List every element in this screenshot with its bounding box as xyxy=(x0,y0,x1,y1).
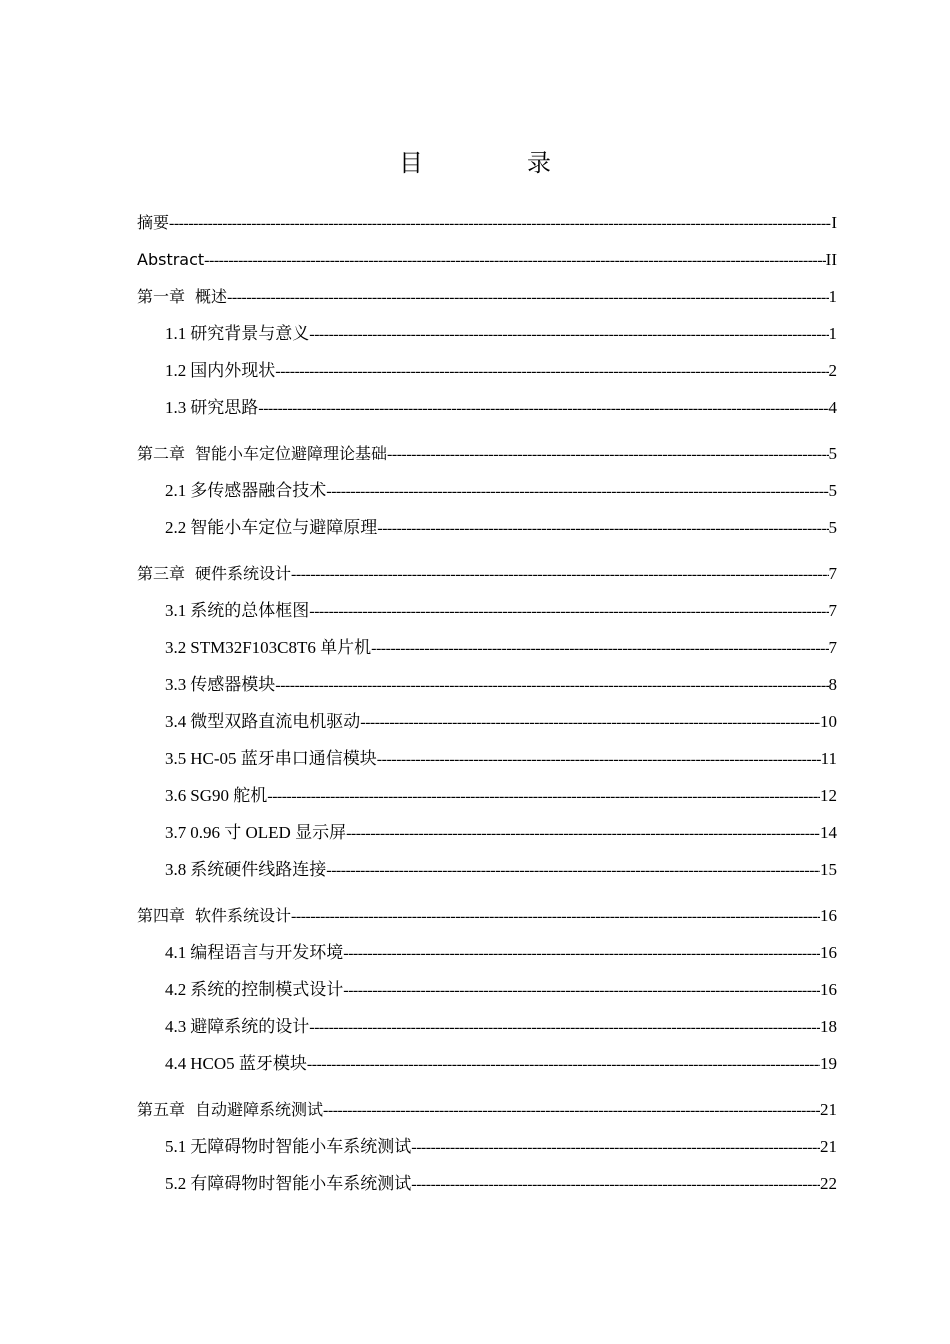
toc-page-number: 16 xyxy=(820,980,837,999)
toc-entry-text: 智能小车定位避障理论基础 xyxy=(195,444,388,463)
toc-entry-number: 4.1 xyxy=(165,943,187,962)
toc-dot-leader xyxy=(360,705,820,741)
toc-page-number: 1 xyxy=(828,324,837,343)
toc-page-number: 4 xyxy=(828,398,837,417)
toc-dot-leader xyxy=(169,206,831,242)
toc-section-entry[interactable] xyxy=(137,630,837,667)
toc-entry-number: 3.4 xyxy=(165,712,187,731)
toc-entry-text: Abstract xyxy=(137,250,205,269)
toc-entry-label xyxy=(165,704,360,740)
toc-dot-leader xyxy=(291,899,820,935)
toc-entry-number: 2.2 xyxy=(165,518,187,537)
toc-entry-text: 摘要 xyxy=(137,213,170,232)
toc-entry-text: 智能小车定位与避障原理 xyxy=(190,518,378,537)
toc-entry-text: 软件系统设计 xyxy=(195,906,292,925)
toc-entry-text: 研究思路 xyxy=(190,398,259,417)
toc-entry-number: 第二章 xyxy=(137,444,186,463)
toc-dot-leader xyxy=(377,742,821,778)
toc-entry-number: 3.7 xyxy=(165,823,187,842)
toc-section-entry[interactable] xyxy=(137,1009,837,1046)
toc-entry-number: 第五章 xyxy=(137,1100,186,1119)
toc-section-entry[interactable] xyxy=(137,510,837,547)
toc-dot-leader xyxy=(309,594,828,630)
toc-entry-text: 概述 xyxy=(195,287,228,306)
toc-entry-number: 4.3 xyxy=(165,1017,187,1036)
toc-entry-text: 无障碍物时智能小车系统测试 xyxy=(190,1137,412,1156)
toc-entry-label xyxy=(137,279,227,315)
toc-section-entry[interactable] xyxy=(137,353,837,390)
toc-dot-leader xyxy=(411,1130,820,1166)
toc-page-number: 14 xyxy=(820,823,837,842)
toc-entry-label xyxy=(165,473,326,509)
toc-page-number: 16 xyxy=(820,943,837,962)
toc-chapter-entry[interactable] xyxy=(137,1092,837,1129)
toc-entry-label xyxy=(137,205,169,241)
toc-section-entry[interactable] xyxy=(137,390,837,427)
toc-entry-text: 多传感器融合技术 xyxy=(190,481,327,500)
toc-page-number: 5 xyxy=(828,481,837,500)
toc-entry-text: 硬件系统设计 xyxy=(195,564,292,583)
toc-dot-leader xyxy=(275,354,828,390)
toc-section-entry[interactable] xyxy=(137,473,837,510)
toc-entry-label xyxy=(165,1129,411,1165)
toc-page-number: 8 xyxy=(828,675,837,694)
toc-section-entry[interactable] xyxy=(137,778,837,815)
toc-entry-label xyxy=(165,316,309,352)
toc-entry-text: 0.96 寸 OLED 显示屏 xyxy=(190,823,347,842)
toc-entry-number: 2.1 xyxy=(165,481,187,500)
toc-entry-text: 国内外现状 xyxy=(190,361,276,380)
toc-dot-leader xyxy=(309,1010,820,1046)
toc-entry-label xyxy=(165,353,275,389)
table-of-contents xyxy=(137,205,837,1203)
toc-entry-label xyxy=(165,593,309,629)
toc-entry-number: 4.2 xyxy=(165,980,187,999)
toc-entry-label xyxy=(165,390,258,426)
toc-entry-label xyxy=(137,898,291,934)
toc-entry-text: STM32F103C8T6 单片机 xyxy=(190,638,372,657)
toc-page-number: II xyxy=(825,250,837,269)
toc-section-entry[interactable] xyxy=(137,667,837,704)
toc-dot-leader xyxy=(326,474,828,510)
toc-chapter-entry[interactable] xyxy=(137,556,837,593)
toc-page-number: 7 xyxy=(828,638,837,657)
toc-page-number: 21 xyxy=(820,1100,837,1119)
toc-entry-number: 3.2 xyxy=(165,638,187,657)
page-title: 目 录 xyxy=(399,149,591,177)
toc-entry-label xyxy=(137,556,291,592)
toc-dot-leader xyxy=(204,243,826,279)
toc-dot-leader xyxy=(267,779,820,815)
toc-section-entry[interactable] xyxy=(137,1046,837,1083)
toc-entry-label xyxy=(165,630,371,666)
toc-section-entry[interactable] xyxy=(137,852,837,889)
toc-dot-leader xyxy=(343,973,820,1009)
toc-entry-number: 3.6 xyxy=(165,786,187,805)
toc-entry-label xyxy=(137,1092,323,1128)
toc-page-number: 5 xyxy=(828,444,837,463)
toc-dot-leader xyxy=(371,631,828,667)
toc-entry-text: 微型双路直流电机驱动 xyxy=(190,712,361,731)
toc-chapter-entry[interactable] xyxy=(137,205,837,242)
toc-page-number: 22 xyxy=(820,1174,837,1193)
toc-entry-number: 5.2 xyxy=(165,1174,187,1193)
toc-entry-number: 5.1 xyxy=(165,1137,187,1156)
toc-page-number: 7 xyxy=(828,601,837,620)
toc-dot-leader xyxy=(343,936,820,972)
toc-chapter-entry[interactable] xyxy=(137,436,837,473)
toc-dot-leader xyxy=(258,391,828,427)
toc-page-number: 15 xyxy=(820,860,837,879)
toc-section-entry[interactable] xyxy=(137,935,837,972)
toc-page-number: 5 xyxy=(828,518,837,537)
toc-chapter-entry[interactable] xyxy=(137,242,837,279)
toc-entry-number: 3.1 xyxy=(165,601,187,620)
toc-dot-leader xyxy=(323,1093,820,1129)
toc-entry-text: HC-05 蓝牙串口通信模块 xyxy=(190,749,377,768)
toc-page-number: 21 xyxy=(820,1137,837,1156)
toc-page-number: 16 xyxy=(820,906,837,925)
toc-section-entry[interactable] xyxy=(137,815,837,852)
toc-entry-number: 1.3 xyxy=(165,398,187,417)
toc-entry-text: 系统的控制模式设计 xyxy=(190,980,344,999)
toc-entry-text: 研究背景与意义 xyxy=(190,324,310,343)
toc-entry-number: 3.8 xyxy=(165,860,187,879)
toc-entry-text: 自动避障系统测试 xyxy=(195,1100,324,1119)
toc-entry-label xyxy=(137,242,204,278)
toc-entry-label xyxy=(165,1166,411,1202)
toc-entry-label xyxy=(165,778,267,814)
toc-page-number: 1 xyxy=(828,287,837,306)
toc-dot-leader xyxy=(227,280,828,316)
toc-dot-leader xyxy=(275,668,828,704)
toc-page-number: I xyxy=(831,213,837,232)
toc-entry-label xyxy=(165,852,326,888)
toc-page-number: 2 xyxy=(828,361,837,380)
toc-entry-label xyxy=(137,436,387,472)
toc-entry-label xyxy=(165,972,343,1008)
toc-section-entry[interactable] xyxy=(137,704,837,741)
toc-entry-label xyxy=(165,741,377,777)
toc-section-entry[interactable] xyxy=(137,593,837,630)
toc-page-number: 11 xyxy=(820,749,837,768)
toc-entry-text: 系统的总体框图 xyxy=(190,601,310,620)
toc-entry-label xyxy=(165,935,343,971)
toc-chapter-entry[interactable] xyxy=(137,279,837,316)
toc-page-number: 10 xyxy=(820,712,837,731)
toc-entry-label xyxy=(165,510,377,546)
toc-entry-text: 传感器模块 xyxy=(190,675,276,694)
toc-section-entry[interactable] xyxy=(137,316,837,353)
toc-chapter-entry[interactable] xyxy=(137,898,837,935)
toc-entry-number: 3.3 xyxy=(165,675,187,694)
toc-dot-leader xyxy=(346,816,820,852)
toc-entry-label xyxy=(165,1046,307,1082)
toc-entry-label xyxy=(165,815,346,851)
toc-entry-number: 第三章 xyxy=(137,564,186,583)
toc-dot-leader xyxy=(309,317,828,353)
toc-section-entry[interactable] xyxy=(137,972,837,1009)
toc-entry-text: HCO5 蓝牙模块 xyxy=(190,1054,307,1073)
toc-page-number: 12 xyxy=(820,786,837,805)
toc-entry-label xyxy=(165,667,275,703)
toc-entry-text: 编程语言与开发环境 xyxy=(190,943,344,962)
toc-entry-number: 3.5 xyxy=(165,749,187,768)
toc-dot-leader xyxy=(307,1047,820,1083)
toc-entry-text: 有障碍物时智能小车系统测试 xyxy=(190,1174,412,1193)
toc-page-number: 19 xyxy=(820,1054,837,1073)
toc-entry-label xyxy=(165,1009,309,1045)
toc-page-number: 18 xyxy=(820,1017,837,1036)
toc-entry-text: 系统硬件线路连接 xyxy=(190,860,327,879)
toc-section-entry[interactable] xyxy=(137,741,837,778)
toc-section-entry[interactable] xyxy=(137,1129,837,1166)
toc-page-number: 7 xyxy=(828,564,837,583)
toc-dot-leader xyxy=(387,437,828,473)
toc-section-entry[interactable] xyxy=(137,1166,837,1203)
toc-entry-number: 1.1 xyxy=(165,324,187,343)
toc-dot-leader xyxy=(411,1167,820,1203)
toc-entry-text: 避障系统的设计 xyxy=(190,1017,310,1036)
toc-dot-leader xyxy=(377,511,828,547)
toc-entry-number: 1.2 xyxy=(165,361,187,380)
toc-entry-number: 第四章 xyxy=(137,906,186,925)
toc-dot-leader xyxy=(326,853,820,889)
toc-entry-number: 第一章 xyxy=(137,287,186,306)
toc-entry-number: 4.4 xyxy=(165,1054,187,1073)
toc-dot-leader xyxy=(291,557,828,593)
toc-entry-text: SG90 舵机 xyxy=(190,786,268,805)
